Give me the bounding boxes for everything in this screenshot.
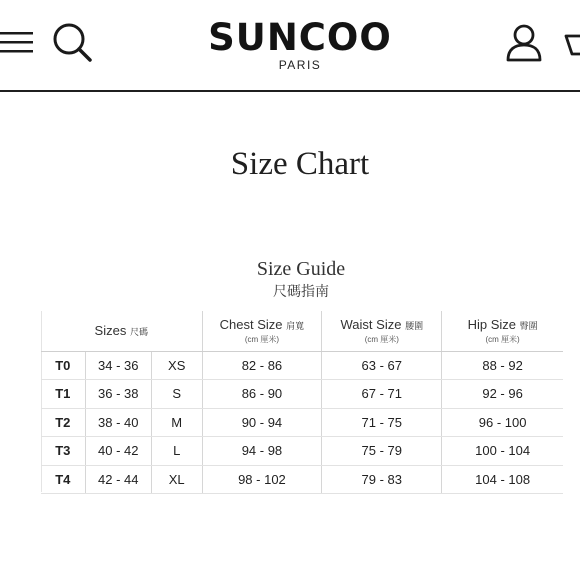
size-range-cell: 42 - 44 [85, 465, 151, 494]
table-row [41, 351, 563, 380]
size-guide-title: Size Guide [256, 258, 346, 280]
size-range-cell: 40 - 42 [85, 437, 151, 466]
chest-cell: 82 - 86 [202, 351, 322, 380]
header-unit: (cm 厘米) [244, 334, 280, 344]
account-icon[interactable] [502, 22, 546, 66]
header-label-zh: 尺碼 [129, 327, 148, 338]
brand-logo[interactable] [200, 18, 400, 72]
table-row [41, 465, 563, 494]
waist-cell: 79 - 83 [322, 465, 442, 494]
table-row [41, 408, 563, 437]
size-guide-subtitle: 尺碼指南 [273, 283, 329, 299]
search-icon[interactable] [50, 20, 94, 64]
chest-cell: 98 - 102 [202, 465, 322, 494]
table-row [41, 380, 563, 409]
header-unit: (cm 厘米) [485, 334, 520, 344]
table-row [41, 437, 563, 466]
size-range-cell: 38 - 40 [85, 408, 151, 437]
size-letter-cell: XL [151, 465, 202, 494]
header-label: Chest Size [219, 316, 283, 332]
hip-cell: 104 - 108 [442, 465, 563, 494]
header-label-zh: 肩寬 [286, 320, 305, 331]
chest-cell: 86 - 90 [202, 380, 322, 409]
hip-cell: 100 - 104 [442, 437, 563, 466]
header-waist [322, 311, 442, 351]
site-header [0, 0, 580, 92]
chest-cell: 94 - 98 [202, 437, 322, 466]
size-guide-table [41, 311, 563, 494]
waist-cell: 71 - 75 [322, 408, 442, 437]
size-code-cell: T0 [41, 351, 85, 380]
logo-subtitle: PARIS [278, 58, 322, 72]
size-code-cell: T4 [41, 465, 85, 494]
size-range-cell: 34 - 36 [85, 351, 151, 380]
size-range-cell: 36 - 38 [85, 380, 151, 409]
header-label: Waist Size [340, 316, 402, 332]
size-code-cell: T2 [41, 408, 85, 437]
size-code-cell: T1 [41, 380, 85, 409]
chest-cell: 90 - 94 [202, 408, 322, 437]
header-label: Hip Size [467, 316, 516, 332]
header-sizes [41, 311, 202, 351]
waist-cell: 67 - 71 [322, 380, 442, 409]
size-letter-cell: S [151, 380, 202, 409]
logo-wordmark: SUNCOO [208, 16, 392, 59]
cart-icon[interactable] [562, 28, 580, 62]
hip-cell: 96 - 100 [442, 408, 563, 437]
waist-cell: 63 - 67 [322, 351, 442, 380]
size-letter-cell: XS [151, 351, 202, 380]
size-letter-cell: M [151, 408, 202, 437]
menu-icon[interactable] [0, 28, 36, 58]
header-label-zh: 腰圍 [405, 320, 424, 331]
header-label-zh: 臀圍 [519, 320, 538, 331]
header-chest [202, 311, 322, 351]
header-label: Sizes [94, 323, 127, 339]
hip-cell: 88 - 92 [442, 351, 563, 380]
header-unit: (cm 厘米) [364, 334, 399, 344]
hip-cell: 92 - 96 [442, 380, 563, 409]
table-header-row [41, 311, 563, 351]
page-title: Size Chart [230, 146, 370, 182]
size-code-cell: T3 [41, 437, 85, 466]
waist-cell: 75 - 79 [322, 437, 442, 466]
header-hip [442, 311, 563, 351]
size-letter-cell: L [151, 437, 202, 466]
